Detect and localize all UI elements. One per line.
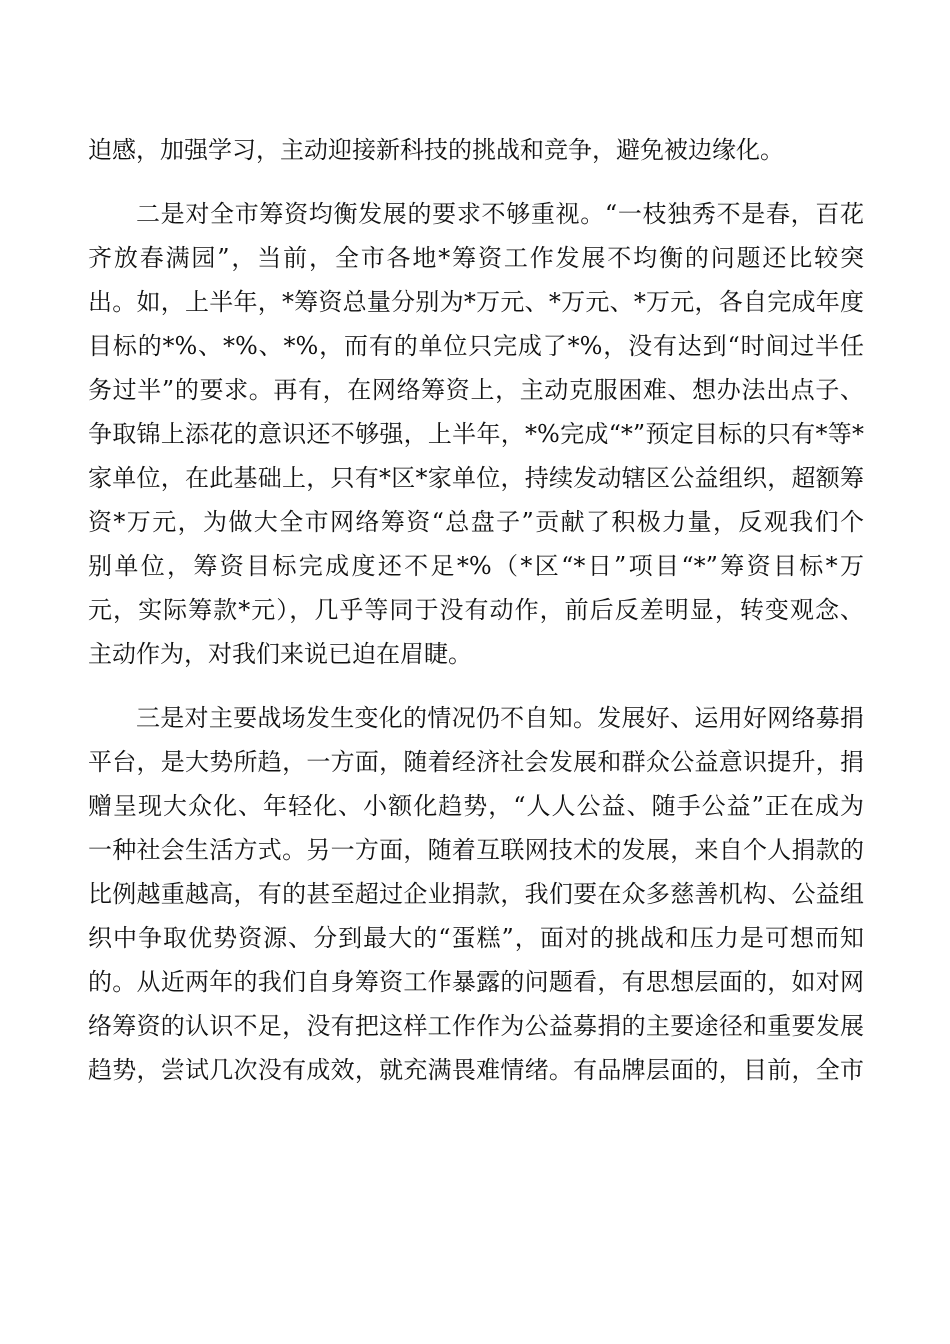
- paragraph-1: [88, 128, 864, 172]
- text-line: 织中争取优势资源、分到最大的“蛋糕”，面对的挑战和压力是可想而知: [88, 924, 864, 952]
- paragraph-gap: [88, 676, 864, 696]
- text-line: 三是对主要战场发生变化的情况仍不自知。发展好、运用好网络募捐: [136, 704, 864, 732]
- document-body: [88, 128, 864, 1092]
- paragraph-2: [88, 192, 864, 676]
- text-line: 络筹资的认识不足，没有把这样工作作为公益募捐的主要途径和重要发展: [88, 1012, 864, 1040]
- text-line: 齐放春满园”，当前，全市各地*筹资工作发展不均衡的问题还比较突: [88, 244, 864, 272]
- text-line: 赠呈现大众化、年轻化、小额化趋势，“人人公益、随手公益”正在成为: [88, 792, 864, 820]
- text-line: 别单位，筹资目标完成度还不足*%（*区“*日”项目“*”筹资目标*万: [88, 552, 864, 580]
- text-line: 平台，是大势所趋，一方面，随着经济社会发展和群众公益意识提升，捐: [88, 748, 864, 776]
- text-line: 务过半”的要求。再有，在网络筹资上，主动克服困难、想办法出点子、: [88, 376, 864, 404]
- text-line: 资*万元，为做大全市网络筹资“总盘子”贡献了积极力量，反观我们个: [88, 508, 864, 536]
- text-line: 二是对全市筹资均衡发展的要求不够重视。“一枝独秀不是春，百花: [136, 200, 864, 228]
- text-line: 主动作为，对我们来说已迫在眉睫。: [88, 640, 472, 668]
- paragraph-gap: [88, 172, 864, 192]
- text-line: 元，实际筹款*元），几乎等同于没有动作，前后反差明显，转变观念、: [88, 596, 864, 624]
- text-line: 出。如，上半年，*筹资总量分别为*万元、*万元、*万元，各自完成年度: [88, 288, 864, 316]
- text-line: 目标的*%、*%、*%，而有的单位只完成了*%，没有达到“时间过半任: [88, 332, 864, 360]
- text-line: 比例越重越高，有的甚至超过企业捐款，我们要在众多慈善机构、公益组: [88, 880, 864, 908]
- text-line: 迫感，加强学习，主动迎接新科技的挑战和竞争，避免被边缘化。: [88, 136, 784, 164]
- paragraph-3: [88, 696, 864, 1092]
- text-line: 趋势，尝试几次没有成效，就充满畏难情绪。有品牌层面的，目前，全市: [88, 1056, 864, 1084]
- text-line: 一种社会生活方式。另一方面，随着互联网技术的发展，来自个人捐款的: [88, 836, 864, 864]
- text-line: 争取锦上添花的意识还不够强，上半年，*%完成“*”预定目标的只有*等*: [88, 420, 864, 448]
- text-line: 家单位，在此基础上，只有*区*家单位，持续发动辖区公益组织，超额筹: [88, 464, 864, 492]
- text-line: 的。从近两年的我们自身筹资工作暴露的问题看，有思想层面的，如对网: [88, 968, 864, 996]
